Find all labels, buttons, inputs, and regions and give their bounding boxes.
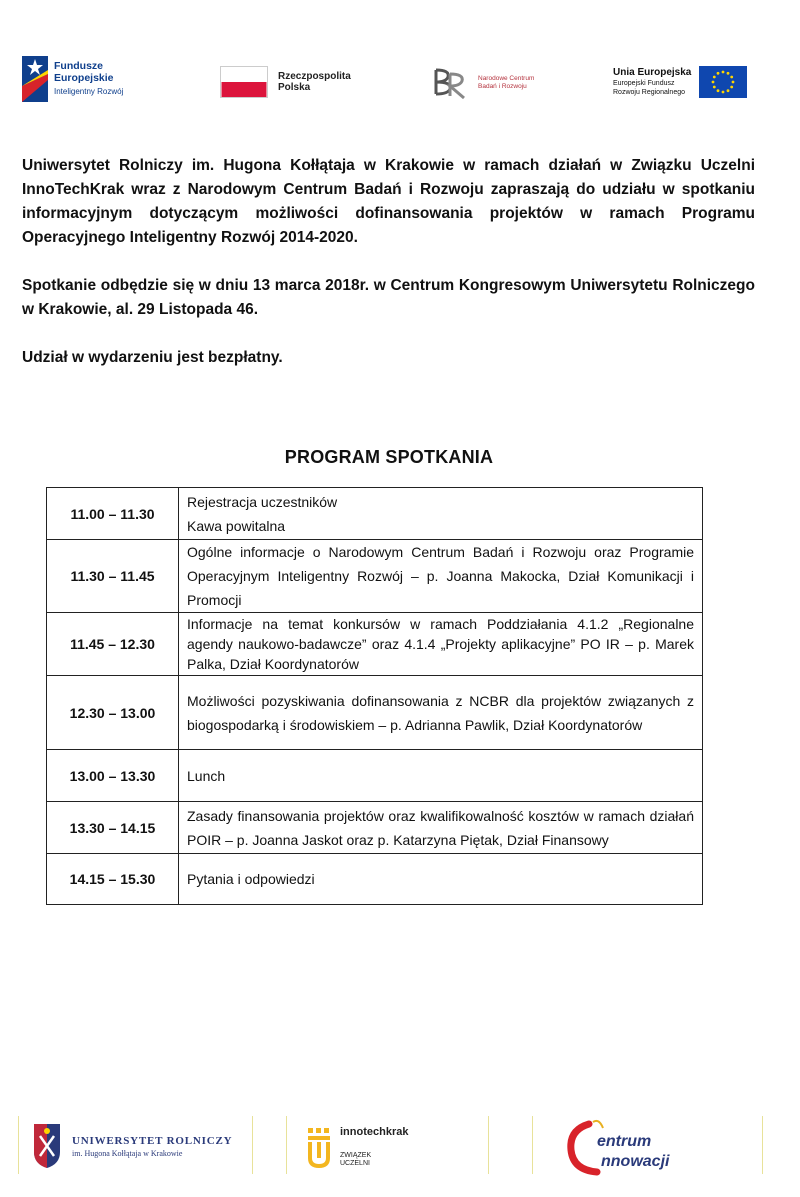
intro-paragraph-invitation: Uniwersytet Rolniczy im. Hugona Kołłątaja w Krakowie w ramach działań w Związku Uczelni InnoTechKrak wraz z Narodowym Centrum Badań i Rozwoju zapraszają do udziału w spotkaniu informacyjnym dotyczącym możliwości dofinansowania projektów w ramach Programu Operacyjnego Inteligentny Rozwój 2014-2020.	[22, 157, 755, 246]
rp-line1: Rzeczpospolita	[278, 71, 351, 82]
fe-line3: Inteligentny Rozwój	[54, 87, 124, 96]
description-line: Kawa powitalna	[187, 517, 286, 534]
inno-line1: innotechkrak	[340, 1126, 409, 1138]
footer-divider	[762, 1116, 763, 1174]
ncbr-br-monogram-icon	[430, 66, 470, 100]
university-crest-icon	[32, 1122, 62, 1170]
intro-paragraph-free: Udział w wydarzeniu jest bezpłatny.	[22, 349, 283, 366]
centrum-line1: entrum	[597, 1133, 652, 1150]
description-cell: Pytania i odpowiedzi	[179, 854, 703, 905]
description-cell	[179, 488, 703, 540]
table-row	[47, 854, 703, 905]
ncbr-logo	[430, 66, 534, 100]
footer-divider	[252, 1116, 253, 1174]
description-cell: Możliwości pozyskiwania dofinansowania z NCBR dla projektów związanych z biogospodarką i środowiskiem – p. Adrianna Pawlik, Dział Koordynatorów	[179, 676, 703, 750]
uni-line1: UNIWERSYTET ROLNICZY	[72, 1134, 233, 1147]
centrum-line2: nnowacji	[601, 1153, 670, 1170]
description-cell: Informacje na temat konkursów w ramach Poddziałania 4.1.2 „Regionalne agendy naukowo-badawcze” oraz 4.1.4 „Projekty aplikacyjne” PO IR – p. Marek Palka, Dział Koordynatorów	[179, 613, 703, 676]
description-cell: Lunch	[179, 750, 703, 802]
polish-flag-icon	[220, 66, 268, 98]
innotechkrak-emblem-icon	[306, 1124, 332, 1170]
footer-divider	[532, 1116, 533, 1174]
time-cell: 11.45 – 12.30	[47, 613, 179, 676]
footer-logo-strip	[0, 1108, 800, 1197]
fe-line1: Fundusze	[54, 60, 103, 72]
program-title: PROGRAM SPOTKANIA	[284, 447, 494, 467]
table-row	[47, 750, 703, 802]
intro-section	[22, 154, 755, 370]
table-row	[47, 676, 703, 750]
inno-line3: UCZELNI	[340, 1160, 370, 1167]
rzeczpospolita-polska-logo	[220, 66, 351, 98]
uni-line2: im. Hugona Kołłątaja w Krakowie	[72, 1148, 183, 1158]
header-logo-strip	[0, 0, 800, 120]
fundusze-europejskie-logo	[22, 56, 123, 102]
footer-divider	[286, 1116, 287, 1174]
ncbr-line1: Narodowe Centrum	[478, 75, 535, 82]
program-schedule-table	[46, 487, 703, 905]
centrum-innowacji-swoosh-icon	[565, 1116, 675, 1178]
fe-line2: Europejskie	[54, 72, 114, 84]
footer-divider	[488, 1116, 489, 1174]
eu-flag-icon	[699, 66, 747, 98]
rp-line2: Polska	[278, 82, 311, 93]
time-cell: 12.30 – 13.00	[47, 676, 179, 750]
time-cell: 13.00 – 13.30	[47, 750, 179, 802]
uniwersytet-rolniczy-logo	[32, 1122, 232, 1170]
description-cell: Zasady finansowania projektów oraz kwalifikowalność kosztów w ramach działań POIR – p. Joanna Jaskot oraz p. Katarzyna Piętak, Dział Finansowy	[179, 802, 703, 854]
footer-divider	[18, 1116, 19, 1174]
time-cell: 11.30 – 11.45	[47, 540, 179, 613]
table-row	[47, 802, 703, 854]
description-cell: Ogólne informacje o Narodowym Centrum Badań i Rozwoju oraz Programie Operacyjnym Inteligentny Rozwój – p. Joanna Makocka, Dział Komunikacji i Promocji	[179, 540, 703, 613]
ue-line1: Unia Europejska	[613, 67, 692, 78]
ncbr-line2: Badań i Rozwoju	[478, 83, 527, 90]
fundusze-europejskie-star-icon	[22, 56, 48, 102]
description-line: Rejestracja uczestników	[187, 493, 338, 510]
table-row	[47, 613, 703, 676]
centrum-innowacji-logo	[565, 1116, 675, 1183]
inno-line2: ZWIĄZEK	[340, 1152, 372, 1159]
table-row	[47, 488, 703, 540]
intro-paragraph-venue: Spotkanie odbędzie się w dniu 13 marca 2018r. w Centrum Kongresowym Uniwersytetu Rolniczego w Krakowie, al. 29 Listopada 46.	[22, 277, 755, 318]
time-cell: 14.15 – 15.30	[47, 854, 179, 905]
time-cell: 11.00 – 11.30	[47, 488, 179, 540]
innotechkrak-logo	[306, 1124, 408, 1170]
ue-line3: Rozwoju Regionalnego	[613, 89, 685, 96]
unia-europejska-logo	[613, 66, 747, 98]
table-row	[47, 540, 703, 613]
ue-line2: Europejski Fundusz	[613, 80, 675, 87]
time-cell: 13.30 – 14.15	[47, 802, 179, 854]
